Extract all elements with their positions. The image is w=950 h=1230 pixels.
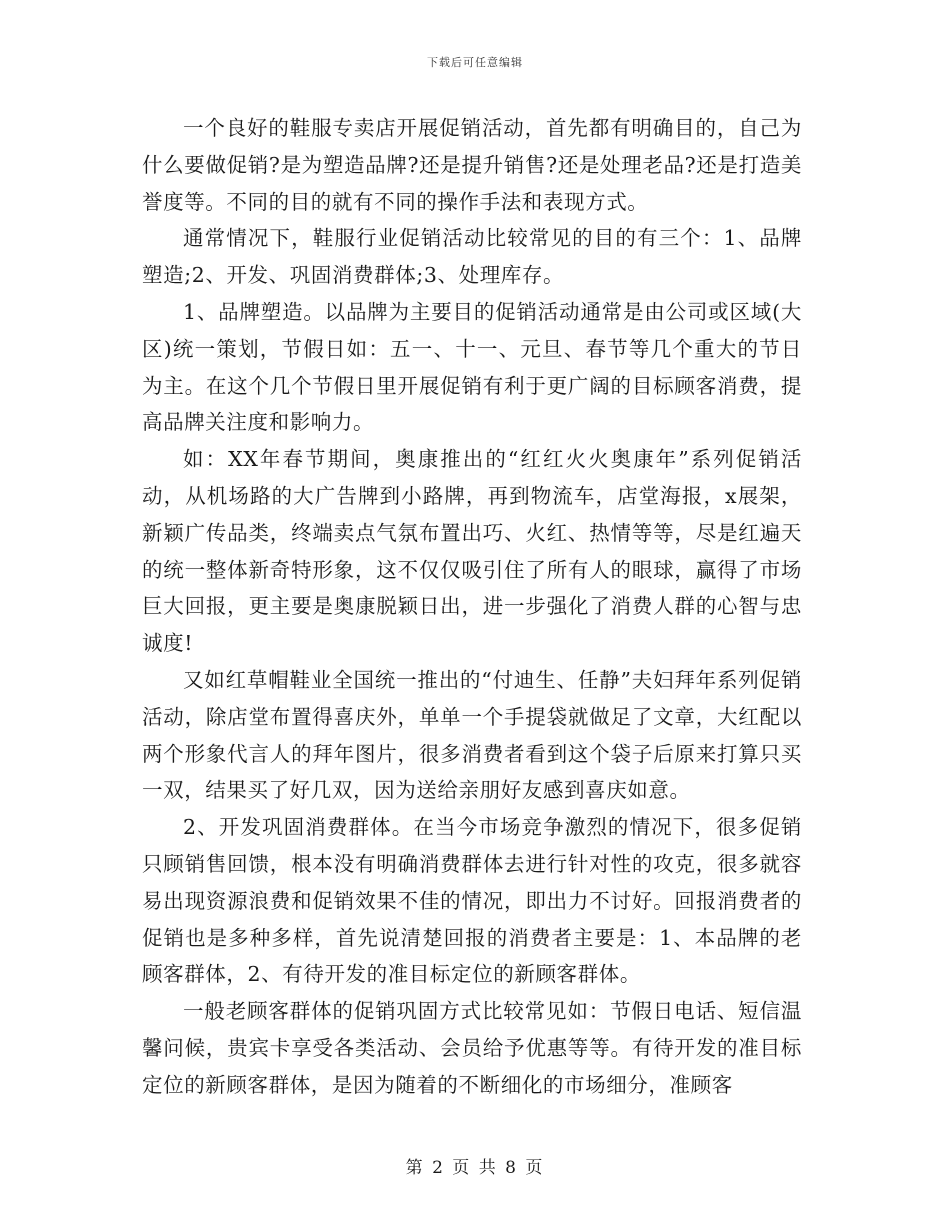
paragraph: 2、开发巩固消费群体。在当今市场竞争激烈的情况下，很多促销只顾销售回馈，根本没有明确消费群体去进行针对性的攻克，很多就容易出现资源浪费和促销效果不佳的情况，即出力不讨好。回报消费者的促销也是多种多样，首先说清楚回报的消费者主要是：1、本品牌的老顾客群体，2、有待开发的准目标定位的新顾客群体。 bbox=[142, 815, 802, 987]
paragraph: 一般老顾客群体的促销巩固方式比较常见如：节假日电话、短信温馨问候，贵宾卡享受各类活动、会员给予优惠等等。有待开发的准目标定位的新顾客群体，是因为随着的不断细化的市场细分，准顾客 bbox=[142, 999, 802, 1097]
page-number-footer: 第 2 页 共 8 页 bbox=[405, 1158, 545, 1178]
paragraph: 如：XX年春节期间，奥康推出的“红红火火奥康年”系列促销活动，从机场路的大广告牌到小路牌，再到物流车，店堂海报，x展架，新颖广传品类，终端卖点气氛布置出巧、火红、热情等等，尽是红遍天的统一整体新奇特形象，这不仅仅吸引住了所有人的眼球，赢得了市场巨大回报，更主要是奥康脱颖日出，进一步强化了消费人群的心智与忠诚度! bbox=[142, 447, 802, 656]
document-body bbox=[142, 110, 802, 1104]
paragraph: 通常情况下，鞋服行业促销活动比较常见的目的有三个：1、品牌塑造;2、开发、巩固消费群体;3、处理库存。 bbox=[142, 226, 802, 288]
paragraph: 一个良好的鞋服专卖店开展促销活动，首先都有明确目的，自己为什么要做促销?是为塑造品牌?还是提升销售?还是处理老品?还是打造美誉度等。不同的目的就有不同的操作手法和表现方式。 bbox=[142, 116, 802, 214]
paragraph: 1、品牌塑造。以品牌为主要目的促销活动通常是由公司或区域(大区)统一策划，节假日如：五一、十一、元旦、春节等几个重大的节日为主。在这个几个节假日里开展促销有利于更广阔的目标顾客消费，提高品牌关注度和影响力。 bbox=[142, 299, 802, 435]
paragraph: 又如红草帽鞋业全国统一推出的“付迪生、任静”夫妇拜年系列促销活动，除店堂布置得喜庆外，单单一个手提袋就做足了文章，大红配以两个形象代言人的拜年图片，很多消费者看到这个袋子后原来打算只买一双，结果买了好几双，因为送给亲朋好友感到喜庆如意。 bbox=[142, 667, 802, 803]
page-header: 下载后可任意编辑 bbox=[427, 56, 523, 69]
